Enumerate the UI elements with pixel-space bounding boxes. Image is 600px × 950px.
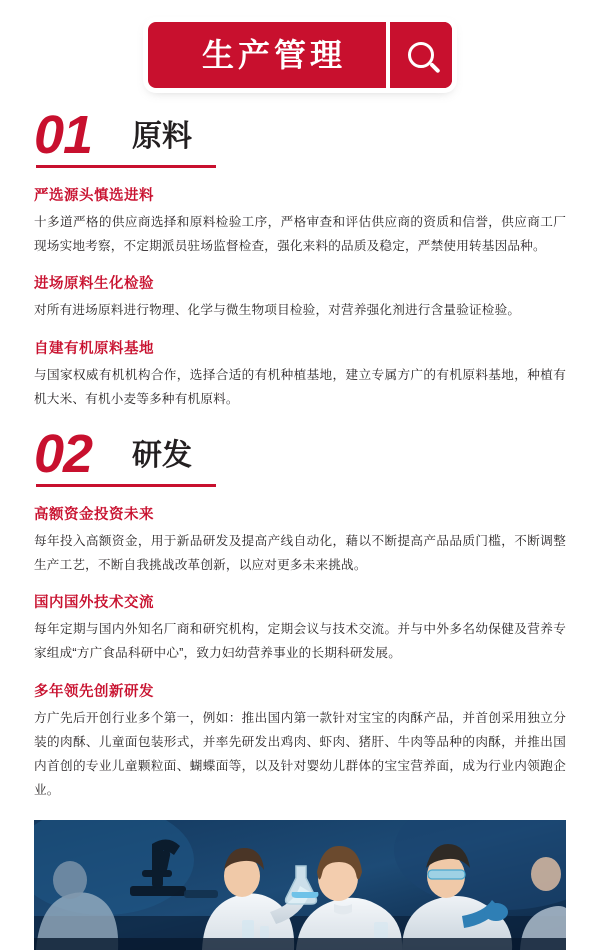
- sub-body: 方广先后开创行业多个第一，例如：推出国内第一款针对宝宝的肉酥产品，并首创采用独立分装的肉酥、儿童面包装形式，并率先研发出鸡肉、虾肉、猪肝、牛肉等品种的肉酥，并推出国内首创的专业儿童颗粒面、蝴蝶面等，以及针对婴幼儿群体的宝宝营养面，成为行业内领跑企业。: [34, 710, 566, 798]
- page-edge-right: [594, 0, 600, 800]
- sub-body: 对所有进场原料进行物理、化学与微生物项目检验，对营养强化剂进行含量验证检验。: [34, 303, 521, 318]
- magnifier-icon: [386, 22, 452, 88]
- sub-body: 每年投入高额资金，用于新品研发及提高产线自动化，藉以不断提高产品品质门槛，不断调整生产工艺，不断自我挑战改革创新，以应对更多未来挑战。: [34, 533, 566, 573]
- sub-title: 多年领先创新研发: [34, 683, 154, 700]
- sub-body: 每年定期与国内外知名厂商和研究机构，定期会议与技术交流。并与中外多名幼保健及营养专家组成“方广食品科研中心”，致力妇幼营养事业的长期科研发展。: [34, 622, 566, 661]
- section-label-02: 研发: [132, 438, 192, 472]
- photo-section: [0, 820, 600, 950]
- sub-block: [34, 272, 566, 322]
- section-rule-01: [36, 165, 216, 168]
- page-edge-left: [0, 0, 6, 800]
- sub-body: 与国家权威有机机构合作，选择合适的有机种植基地，建立专属方广的有机原料基地，种植有机大米、有机小麦等多种有机原料。: [34, 367, 566, 406]
- section-label-01: 原料: [132, 120, 192, 153]
- sub-block: [34, 503, 566, 577]
- sub-title: 国内国外技术交流: [34, 595, 154, 612]
- section-number-02: 02: [34, 423, 93, 484]
- sub-title: 自建有机原料基地: [34, 340, 154, 357]
- sub-title: 进场原料生化检验: [34, 276, 154, 293]
- section-heading-02: [34, 423, 566, 489]
- title-banner: [148, 22, 452, 88]
- sub-body: 十多道严格的供应商选择和原料检验工序，严格审查和评估供应商的资质和信誉，供应商工厂现场实地考察，不定期派员驻场监督检查，强化来料的品质及稳定，严禁使用转基因品种。: [34, 215, 566, 254]
- page-title: 生产管理: [201, 37, 346, 73]
- sub-block: [34, 591, 566, 665]
- sub-title: 严选源头慎选进料: [34, 188, 154, 204]
- laboratory-researchers-photo: [34, 820, 566, 950]
- section-rule-02: [36, 484, 216, 487]
- sub-title: 高额资金投资未来: [34, 506, 154, 523]
- sub-block: [34, 337, 566, 411]
- sub-block: [34, 680, 566, 803]
- content-column: [0, 105, 600, 802]
- header: [0, 0, 600, 108]
- sub-block: [34, 184, 566, 258]
- section-number-01: 01: [34, 105, 93, 165]
- section-heading-01: [34, 105, 566, 170]
